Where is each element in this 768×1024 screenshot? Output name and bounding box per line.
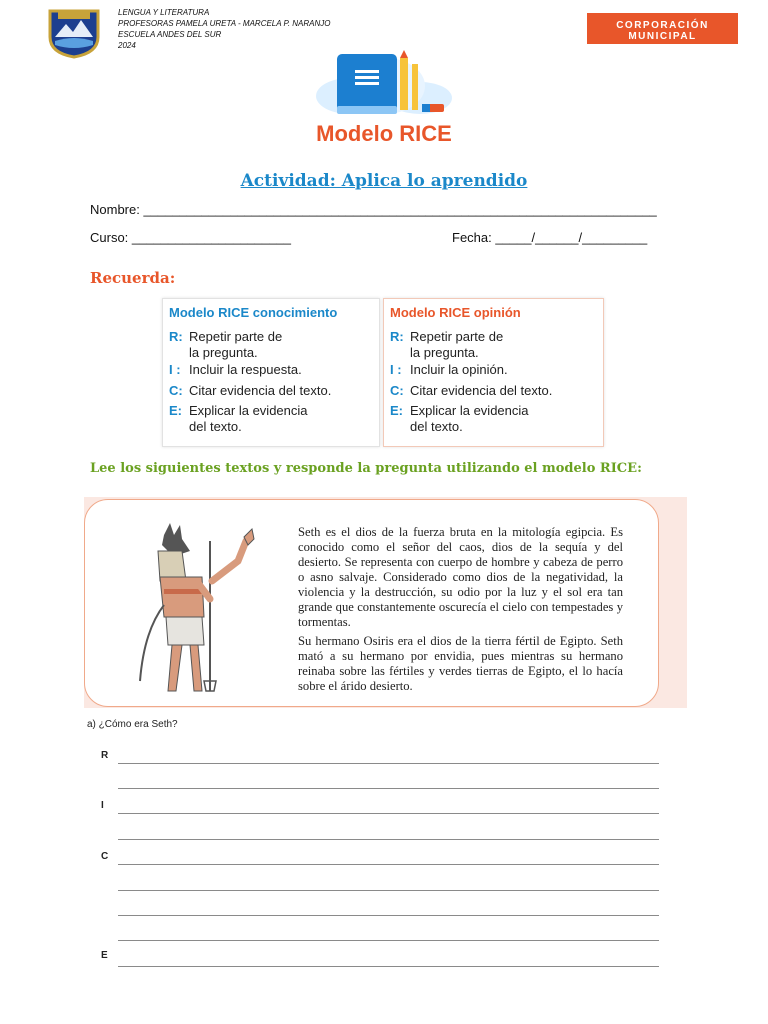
rice-text: Repetir parte de la pregunta. [189, 329, 283, 360]
answer-line[interactable] [118, 890, 659, 891]
rice-item [390, 383, 552, 399]
rice-text: Repetir parte de la pregunta. [410, 329, 504, 360]
header-teachers: PROFESORAS PAMELA URETA - MARCELA P. NARANJO [118, 19, 331, 28]
page-title: Modelo RICE [316, 121, 452, 146]
rice-item [390, 362, 508, 378]
date-field[interactable]: Fecha: _____/______/_________ [452, 230, 648, 245]
rice-key: E: [390, 403, 403, 418]
rice-knowledge-box [162, 298, 380, 447]
answer-line[interactable] [118, 788, 659, 789]
rice-item [169, 362, 302, 378]
reading-paragraph-1: Seth es el dios de la fuerza bruta en la mitología egipcia. Es conocido como el señor del caos, dios de la sequía y del desierto. Se representa con cuerpo de hombre y cabeza de perro o asno salvaje. Considerado como dios de la negatividad, la violencia y la destrucción, su odio por la luz y el sol era tan grande que constantemente oscurecía el cielo con tempestades y tormentas. [298, 525, 623, 629]
answer-line[interactable] [118, 940, 659, 941]
seth-illustration [138, 521, 268, 701]
corporation-logo [587, 13, 738, 49]
course-field[interactable]: Curso: ______________________ [90, 230, 291, 245]
answer-line[interactable] [118, 839, 659, 840]
answer-letter-c: C [101, 851, 109, 862]
rice-key: I : [169, 362, 181, 377]
header-info [118, 7, 331, 51]
reading-paragraph-2: Su hermano Osiris era el dios de la tierra fértil de Egipto. Seth mató a su hermano por envidia, pues mientras su hermano reinaba sobre las fértiles y verdes tierras de Egipto, el lo hacía sobre el árido desierto. [298, 634, 623, 693]
rice-key: R: [390, 329, 404, 344]
rice-opinion-heading: Modelo RICE opinión [390, 305, 521, 320]
question-a: a) ¿Cómo era Seth? [87, 719, 178, 730]
rice-text: Explicar la evidencia del texto. [189, 403, 308, 434]
school-crest-logo [46, 7, 102, 59]
header-school: ESCUELA ANDES DEL SUR [118, 30, 222, 39]
answer-line[interactable] [118, 915, 659, 916]
rice-item [169, 403, 308, 435]
reading-text [298, 525, 623, 698]
rice-key: C: [390, 383, 404, 398]
answer-line[interactable] [118, 813, 659, 814]
answer-line[interactable] [118, 966, 659, 967]
rice-text: Citar evidencia del texto. [410, 383, 553, 398]
rice-item [169, 329, 282, 361]
answer-line[interactable] [118, 864, 659, 865]
rice-key: C: [169, 383, 183, 398]
rice-key: R: [169, 329, 183, 344]
recuerda-heading: Recuerda: [90, 269, 176, 287]
rice-text: Incluir la opinión. [410, 362, 508, 377]
rice-opinion-box [383, 298, 604, 447]
answer-letter-e: E [101, 950, 108, 961]
corporation-subtitle: EDUCACIÓN, SALUD Y ATENCIÓN DE MENORES [600, 44, 725, 49]
header-subject: LENGUA Y LITERATURA [118, 8, 210, 17]
corporation-title: CORPORACIÓN MUNICIPAL [616, 20, 709, 42]
header-year: 2024 [118, 41, 136, 50]
rice-text: Citar evidencia del texto. [189, 383, 332, 398]
rice-knowledge-heading: Modelo RICE conocimiento [169, 305, 338, 320]
answer-letter-r: R [101, 750, 109, 761]
rice-item [390, 403, 529, 435]
rice-key: E: [169, 403, 182, 418]
rice-item [169, 383, 331, 399]
activity-heading: Actividad: Aplica lo aprendido [240, 171, 528, 191]
answer-letter-i: I [101, 800, 104, 811]
rice-text: Incluir la respuesta. [189, 362, 302, 377]
instruction-text: Lee los siguientes textos y responde la pregunta utilizando el modelo RICE: [90, 461, 642, 476]
book-pencil-icon [310, 48, 460, 120]
rice-text: Explicar la evidencia del texto. [410, 403, 529, 434]
name-field[interactable]: Nombre: _______________________________________________________________________ [90, 202, 657, 217]
answer-line[interactable] [118, 763, 659, 764]
rice-key: I : [390, 362, 402, 377]
rice-item [390, 329, 503, 361]
